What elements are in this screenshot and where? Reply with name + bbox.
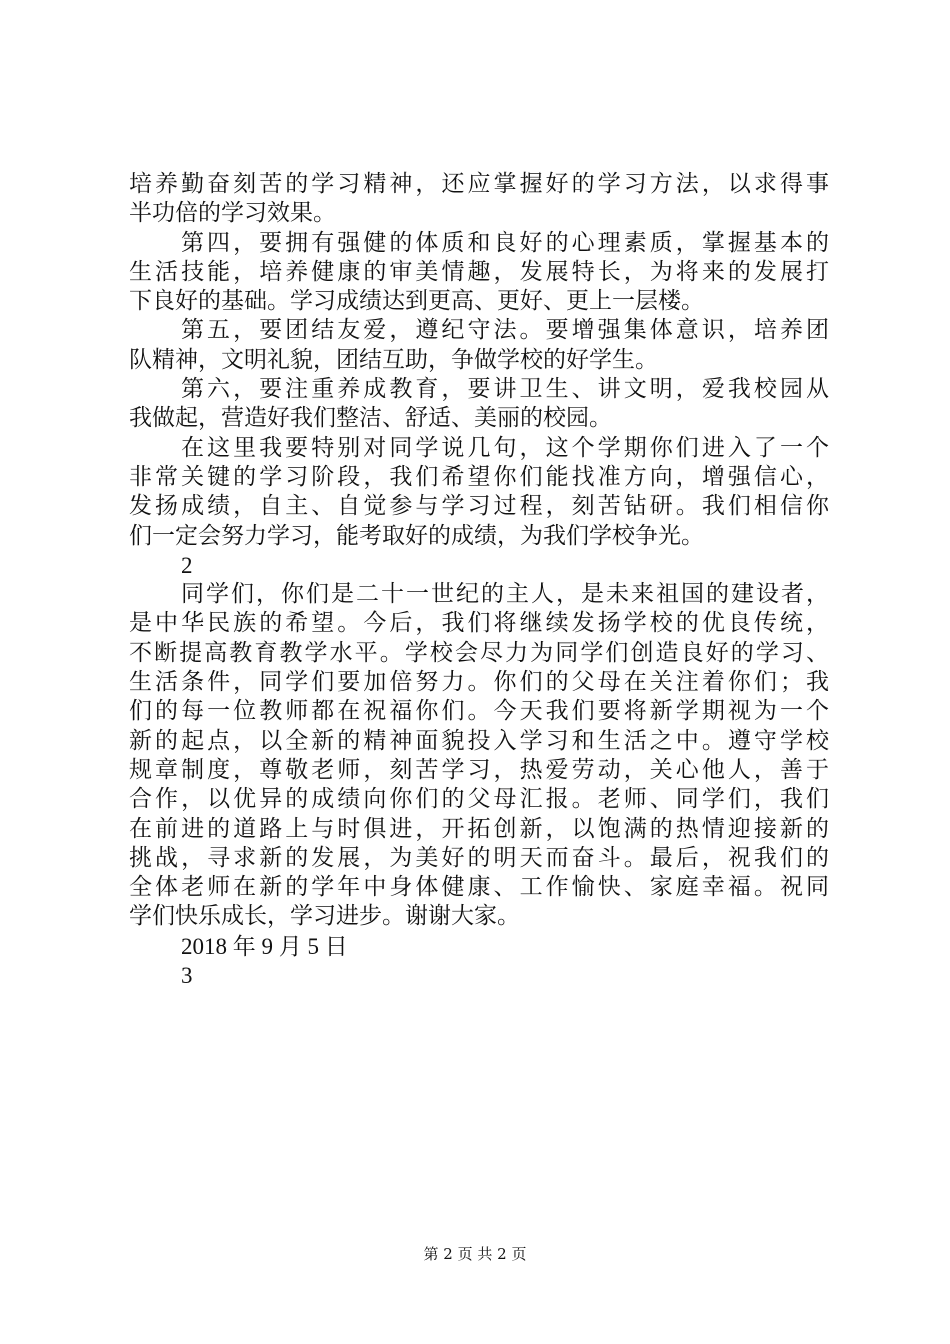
text-line: 第五，要团结友爱，遵纪守法。要增强集体意识，培养团 — [181, 317, 829, 344]
text-line: 们的每一位教师都在祝福你们。今天我们要将新学期视为一个 — [129, 698, 829, 725]
text-line: 挑战，寻求新的发展，为美好的明天而奋斗。最后，祝我们的 — [129, 844, 829, 871]
body-text — [129, 170, 829, 990]
text-line: 在这里我要特别对同学说几句，这个学期你们进入了一个 — [181, 434, 829, 461]
text-line: 非常关键的学习阶段，我们希望你们能找准方向，增强信心， — [129, 463, 829, 490]
text-line: 学们快乐成长，学习进步。谢谢大家。 — [129, 903, 520, 930]
text-line: 第四，要拥有强健的体质和良好的心理素质，掌握基本的 — [181, 229, 829, 256]
text-line: 全体老师在新的学年中身体健康、工作愉快、家庭幸福。祝同 — [129, 874, 829, 901]
text-line: 培养勤奋刻苦的学习精神，还应掌握好的学习方法，以求得事 — [129, 171, 829, 197]
text-line: 下良好的基础。学习成绩达到更高、更好、更上一层楼。 — [129, 288, 704, 315]
text-line: 们一定会努力学习，能考取好的成绩，为我们学校争光。 — [129, 522, 704, 549]
text-line: 发扬成绩，自主、自觉参与学习过程，刻苦钻研。我们相信你 — [129, 493, 829, 520]
text-line: 规章制度，尊敬老师，刻苦学习，热爱劳动，关心他人，善于 — [129, 756, 829, 783]
text-line: 新的起点，以全新的精神面貌投入学习和生活之中。遵守学校 — [129, 727, 829, 754]
text-line: 在前进的道路上与时俱进，开拓创新，以饱满的热情迎接新的 — [129, 815, 829, 842]
text-line: 第六，要注重养成教育，要讲卫生、讲文明，爱我校园从 — [181, 376, 829, 403]
text-line: 生活条件，同学们要加倍努力。你们的父母在关注着你们；我 — [129, 669, 829, 696]
text-line: 是中华民族的希望。今后，我们将继续发扬学校的优良传统， — [129, 610, 829, 637]
text-line: 我做起，营造好我们整洁、舒适、美丽的校园。 — [129, 405, 612, 432]
date-line: 2018 年 9 月 5 日 — [181, 933, 348, 959]
text-line: 生活技能，培养健康的审美情趣，发展特长，为将来的发展打 — [129, 258, 829, 285]
page-number-inline: 3 — [181, 963, 193, 989]
text-line: 半功倍的学习效果。 — [129, 200, 336, 227]
text-line: 同学们，你们是二十一世纪的主人，是未来祖国的建设者， — [181, 581, 829, 608]
page-number-inline: 2 — [181, 552, 193, 578]
text-line: 队精神，文明礼貌，团结互助，争做学校的好学生。 — [129, 346, 658, 373]
page-footer: 第 2 页 共 2 页 — [423, 1245, 527, 1263]
text-line: 不断提高教育教学水平。学校会尽力为同学们创造良好的学习、 — [129, 639, 829, 666]
text-line: 合作，以优异的成绩向你们的父母汇报。老师、同学们，我们 — [129, 786, 829, 813]
